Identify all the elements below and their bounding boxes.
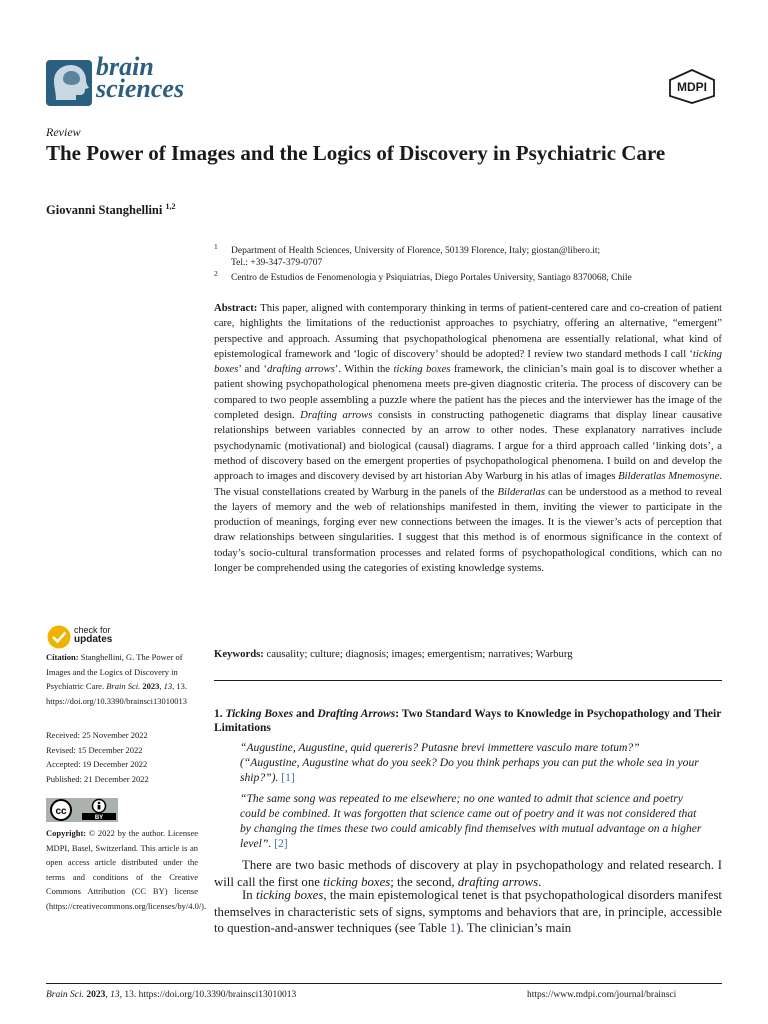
affiliation-number: 2: [214, 269, 218, 278]
author-name: Giovanni Stanghellini: [46, 203, 163, 217]
citation-year: 2023: [140, 681, 160, 691]
affiliation-2: [214, 269, 724, 286]
footer-journal-url[interactable]: https://www.mdpi.com/journal/brainsci: [527, 990, 677, 1000]
section-heading-emphasis: Drafting Arrows: [317, 708, 396, 720]
abstract: [214, 301, 722, 576]
keywords-label: Keywords:: [214, 648, 264, 660]
footer-citation: [46, 990, 296, 1000]
epigraph-quote-2: [240, 791, 702, 851]
citation-volume: 13: [163, 681, 173, 691]
section-heading-emphasis: Ticking Boxes: [225, 708, 294, 720]
date-published: Published: 21 December 2022: [46, 773, 149, 784]
author-line: [46, 202, 175, 218]
affiliation-number: 1: [214, 242, 218, 251]
paragraph-text: In: [242, 888, 257, 902]
footer-doi[interactable]: , 13. https://doi.org/10.3390/brainsci13010013: [119, 990, 297, 1000]
paragraph-text: , the main epistemological tenet is that psychopathological disorders manifest themselves in characteristic sets of signs, symptoms and behaviors that are, in principle, accessible to question-and-answer techniques (see Table: [214, 888, 722, 935]
journal-name-line2: sciences: [96, 74, 185, 103]
cc-by-license-badge[interactable]: [46, 798, 118, 822]
paragraph-text: There are two basic methods of discovery at play in psychopathology and related research. I will call the first one: [214, 858, 722, 889]
dates-block: [46, 728, 198, 786]
abstract-emphasis: Bilderatlas: [497, 485, 545, 498]
abstract-text: ’ and ‘: [238, 363, 267, 376]
body-paragraph-1: [214, 857, 722, 890]
footer-volume: 13: [110, 990, 120, 1000]
abstract-emphasis: ticking boxes: [393, 363, 451, 376]
citation-block: [46, 650, 198, 708]
citation-text: Stanghellini, G. The Power of Images and the Logics of Discovery in Psychiatric Care.: [46, 652, 183, 691]
mdpi-logo-text: MDPI: [677, 80, 707, 94]
citation-journal: Brain Sci.: [106, 681, 141, 691]
affiliation-1: [214, 242, 724, 271]
section-number: 1.: [214, 708, 226, 720]
paragraph-text: .: [538, 874, 542, 889]
footer-separator: ,: [105, 990, 111, 1000]
check-updates-icon: [46, 624, 72, 650]
table-reference-link[interactable]: 1: [449, 921, 457, 935]
mdpi-hexagon-icon: [666, 68, 718, 104]
keywords-text: causality; culture; diagnosis; images; emergentism; narratives; Warburg: [263, 648, 573, 660]
date-accepted: Accepted: 19 December 2022: [46, 759, 148, 769]
abstract-text: can be understood as a method to reveal the layers of memory and the web of relationships manifested in them, inviting the viewer to participate in the production of meanings, forging ever new connections between the images. It is the viewer’s acts of perception that draw relationships between singularities. I suggest that this method is of enormous significance in the context of today’s socio-cultural transformation processes and related forms of psychopathological conditions, which can no longer be comprehended using the categories of existing knowledge systems.: [214, 485, 722, 575]
section-heading-text: : Two Standard Ways to Knowledge in Psychopathology and Their Limitations: [214, 708, 722, 734]
abstract-text: ’. Within the: [334, 363, 394, 376]
abstract-divider: [214, 680, 722, 681]
affiliation-phone: Tel.: +39-347-379-0707: [231, 258, 323, 268]
section-heading: [214, 708, 722, 735]
paragraph-text: ; the second,: [390, 874, 458, 889]
check-updates-line1: check for: [74, 625, 111, 635]
citation-separator: ,: [159, 681, 164, 691]
keywords: [214, 647, 722, 661]
quote-text: “Augustine, Augustine, quid quereris? Putasne brevi immettere vasculo mare totum?” (“Augustine, Augustine what do you seek? Do you think perhaps you can put the whole sea in your ship?”).: [240, 741, 699, 784]
date-revised: Revised: 15 December 2022: [46, 744, 143, 755]
check-updates-line2: updates: [74, 634, 113, 645]
abstract-text: This paper, aligned with contemporary thinking in terms of patient-centered care and co-creation of patient care, highlights the limitations of the reductionist approaches to psychiatry, offering an alternative, “emergent” perspective and approach. Assuming that psychopathological phenomena are essentially relational, what kind of epistemological framework and ‘logic of discovery’ should be adopted? I review two standard methods I call ‘: [214, 302, 722, 360]
date-received: Received: 25 November 2022: [46, 730, 148, 740]
reference-link[interactable]: [1]: [281, 771, 295, 784]
abstract-emphasis: Drafting arrows: [300, 409, 373, 422]
abstract-emphasis: ticking boxes: [214, 347, 722, 376]
body-paragraph-2: [214, 887, 722, 937]
reference-link[interactable]: [2]: [274, 837, 288, 850]
page-title: The Power of Images and the Logics of Discovery in Psychiatric Care: [46, 141, 666, 165]
affiliation-text: Department of Health Sciences, University of Florence, 50139 Florence, Italy; giostan@libero.it;: [231, 246, 601, 256]
epigraph-quote-1: [240, 740, 702, 785]
abstract-text: framework, the clinician’s main goal is to discover whether a patient showing psychopathological phenomena meets pre-given diagnostic criteria. The process of discovery can be compared to two people assembling a puzzle where the patient has the pieces and the interviewer has the image of the completed design.: [214, 363, 722, 422]
copyright-text: © 2022 by the author. Licensee MDPI, Basel, Switzerland. This article is an open access article distributed under the terms and conditions of the Creative Commons Attribution (CC BY) license (https://creativecommons.org/licenses/by/4.0/).: [46, 828, 207, 911]
abstract-emphasis: Bilderatlas Mnemosyne: [618, 470, 720, 483]
footer-divider: [46, 983, 722, 984]
author-affil-marks: 1,2: [165, 202, 176, 211]
paragraph-emphasis: ticking boxes: [323, 874, 391, 889]
cc-by-icon: [46, 798, 118, 822]
section-heading-text: and: [293, 708, 318, 720]
paragraph-emphasis: drafting arrows: [457, 874, 539, 889]
article-type: Review: [46, 125, 81, 139]
copyright-label: Copyright:: [46, 828, 87, 838]
head-silhouette-icon: [46, 60, 92, 106]
journal-logo: [46, 60, 92, 106]
affiliation-text: Centro de Estudios de Fenomenologia y Psiquiatrias, Diego Portales University, Santiago 8370068, Chile: [231, 273, 632, 283]
cc-logo-text: cc: [55, 806, 67, 817]
paragraph-text: ). The clinician’s main: [456, 921, 572, 935]
citation-doi[interactable]: , 13. https://doi.org/10.3390/brainsci13010013: [46, 681, 188, 706]
by-logo-text: BY: [94, 815, 104, 821]
journal-name: [96, 52, 185, 103]
journal-name-line1: brain: [96, 52, 154, 81]
mdpi-logo: [666, 68, 718, 104]
footer-year: 2023: [84, 990, 106, 1000]
abstract-emphasis: drafting arrows: [267, 363, 335, 376]
quote-text: “The same song was repeated to me elsewhere; no one wanted to admit that science and poetry could be combined. It was forgotten that science came out of poetry and it was not considered that by changing the times these two could amicably find themselves with mutual advantage on a higher level”.: [240, 792, 702, 850]
abstract-text: consists in constructing pathogenetic diagrams that display linear causative relationships between variables connected by an arrow to other nodes. These explanatory narratives include psychodynamic (motivational) and biological (causal) diagrams. I argue for a third approach called ‘linking dots’, a method of discovery based on the emergent properties of psychopathological phenomena. I build on and develop the approach to images and discovery devised by art historian Aby Warburg in his atlas of images: [214, 409, 722, 483]
abstract-label: Abstract:: [214, 302, 258, 314]
copyright-block: [46, 826, 207, 913]
footer-journal: Brain Sci.: [46, 990, 84, 1000]
paragraph-emphasis: ticking boxes: [256, 888, 324, 902]
citation-label: Citation:: [46, 652, 79, 662]
abstract-text: . The visual constellations created by Warburg in the panels of the: [214, 470, 722, 498]
